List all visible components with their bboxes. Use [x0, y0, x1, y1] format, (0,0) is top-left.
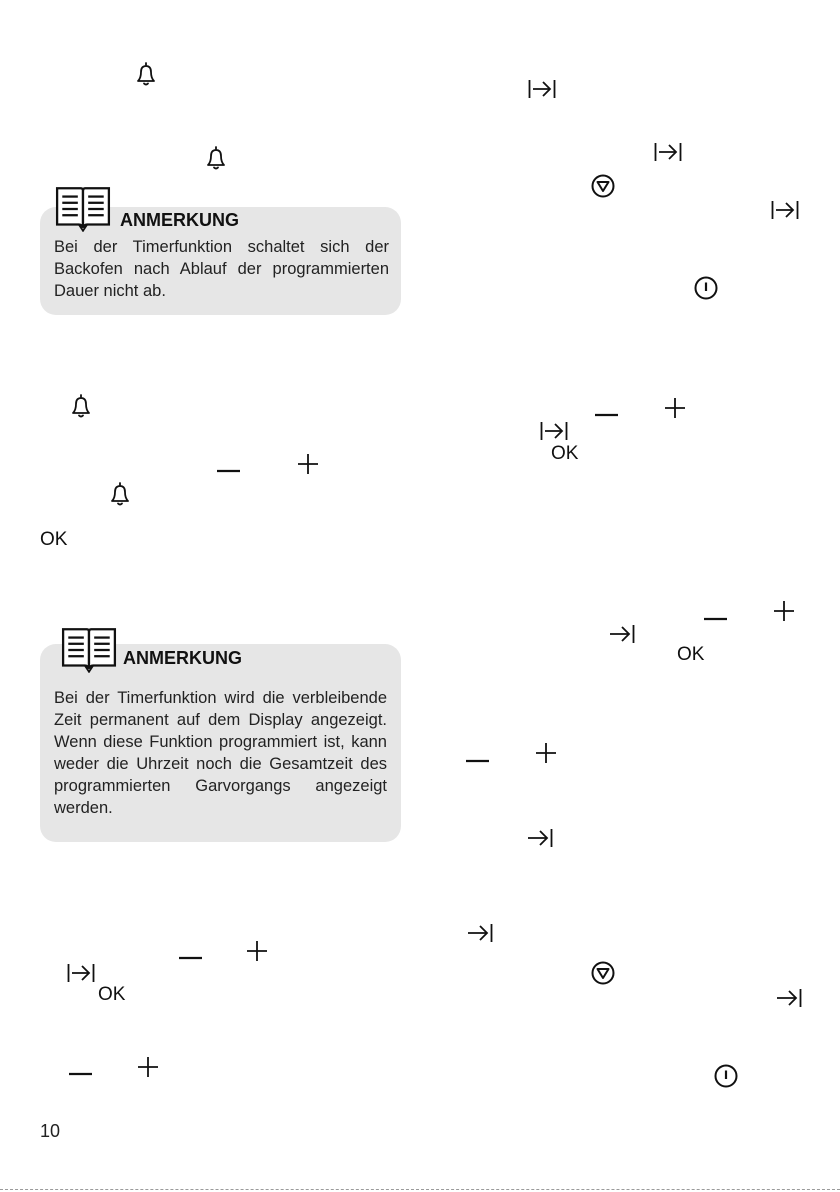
ok-label: OK	[677, 644, 705, 665]
note-text: Bei der Timerfunktion schaltet sich der Backofen nach Ablauf der programmierten Dauer nicht ab.	[54, 238, 389, 300]
book-icon	[60, 627, 118, 673]
plus-icon	[665, 398, 685, 418]
minus-icon	[217, 468, 240, 474]
ok-label: OK	[40, 529, 68, 550]
end-time-icon	[654, 142, 682, 162]
stop-icon	[591, 174, 615, 198]
power-icon	[694, 276, 718, 300]
duration-arrow-icon	[527, 828, 553, 848]
note-text: Bei der Timerfunktion wird die verbleibende Zeit permanent auf dem Display angezeigt. Wenn diese Funktion programmiert ist, kann weder die Uhrzeit noch die Gesamtzeit des programmierten Garvorgangs angezeigt werden.	[54, 689, 387, 817]
page-edge-line	[0, 1189, 840, 1190]
duration-arrow-icon	[776, 988, 802, 1008]
note-title: ANMERKUNG	[123, 648, 242, 668]
plus-icon	[774, 601, 794, 621]
end-time-icon	[528, 79, 556, 99]
bell-icon	[134, 61, 158, 87]
plus-icon	[138, 1057, 158, 1077]
stop-icon	[591, 961, 615, 985]
minus-icon	[466, 758, 489, 764]
ok-label: OK	[98, 984, 126, 1005]
book-icon	[54, 186, 112, 232]
plus-icon	[536, 743, 556, 763]
end-time-icon	[771, 200, 799, 220]
page-number: 10	[40, 1121, 61, 1141]
minus-icon	[595, 412, 618, 418]
bell-icon	[204, 145, 228, 171]
duration-arrow-icon	[609, 624, 635, 644]
minus-icon	[179, 955, 202, 961]
end-time-icon	[67, 963, 95, 983]
end-time-icon	[540, 421, 568, 441]
ok-label: OK	[551, 443, 579, 464]
note-title: ANMERKUNG	[120, 210, 239, 230]
plus-icon	[298, 454, 318, 474]
bell-icon	[69, 393, 93, 419]
duration-arrow-icon	[467, 923, 493, 943]
minus-icon	[704, 616, 727, 622]
bell-icon	[108, 481, 132, 507]
power-icon	[714, 1064, 738, 1088]
plus-icon	[247, 941, 267, 961]
minus-icon	[69, 1071, 92, 1077]
